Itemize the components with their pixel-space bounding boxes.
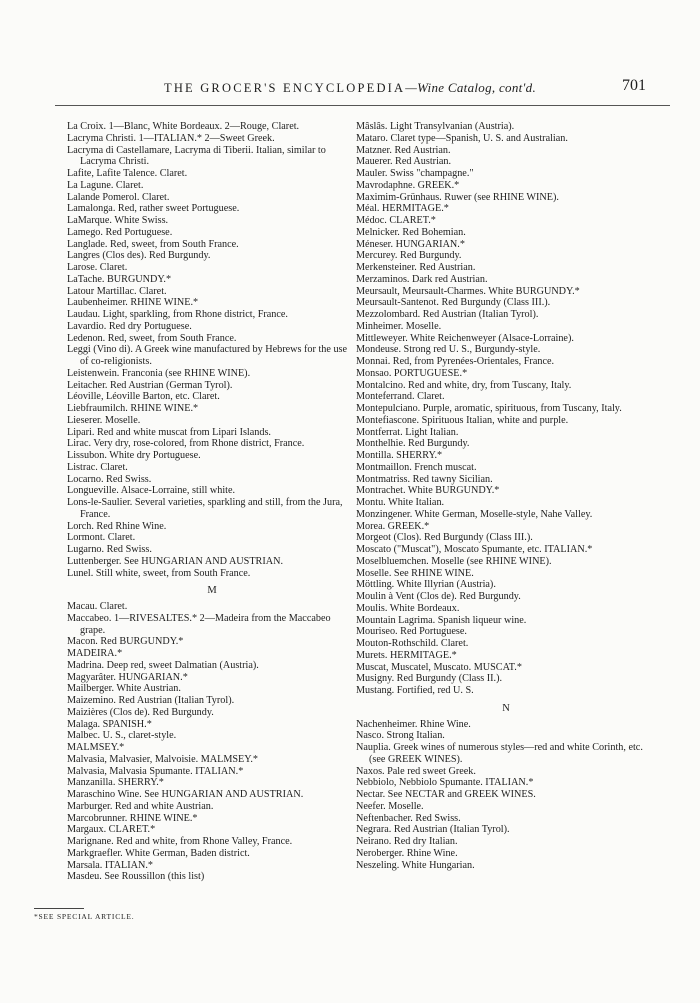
wine-entry: Lamalonga. Red, rather sweet Portuguese. bbox=[67, 203, 240, 215]
wine-entry: Möttling. White Illyrian (Austria). bbox=[356, 579, 496, 591]
wine-entry: Médoc. CLARET.* bbox=[356, 215, 436, 226]
wine-entry: Mittleweyer. White Reichenweyer (Alsace-Lorraine). bbox=[356, 332, 574, 344]
page-number: 701 bbox=[622, 77, 646, 94]
wine-entry: Melnicker. Red Bohemian. bbox=[356, 226, 466, 238]
footnote-rule bbox=[34, 908, 84, 909]
wine-entry: Murets. HERMITAGE.* bbox=[356, 649, 457, 661]
wine-entry: Madrina. Deep red, sweet Dalmatian (Austria). bbox=[67, 659, 259, 671]
wine-entry: Meursault-Santenot. Red Burgundy (Class III.). bbox=[356, 297, 551, 309]
wine-entry: Lalande Pomerol. Claret. bbox=[67, 191, 170, 203]
wine-entry: Maccabeo. 1—RIVESALTES.* 2—Madeira from the Maccabeo grape. bbox=[67, 612, 331, 636]
wine-entry: Langlade. Red, sweet, from South France. bbox=[67, 238, 239, 250]
wine-entry: Montu. White Italian. bbox=[356, 497, 445, 508]
page-header bbox=[40, 77, 660, 102]
wine-entry: Mondeuse. Strong red U. S., Burgundy-style. bbox=[356, 344, 541, 356]
wine-entry: Monzingener. White German, Moselle-style, Nahe Valley. bbox=[356, 508, 593, 520]
wine-entry: Lacryma Christi. 1—ITALIAN.* 2—Sweet Greek. bbox=[67, 132, 275, 144]
wine-entry: Lunel. Still white, sweet, from South France. bbox=[67, 567, 251, 579]
wine-entry: Mavrodaphne. GREEK.* bbox=[356, 179, 460, 191]
wine-entry: Montmatriss. Red tawny Sicilian. bbox=[356, 473, 493, 485]
wine-entry: Leggi (Vino di). A Greek wine manufactured by Hebrews for the use of co-religionists. bbox=[67, 344, 348, 367]
wine-entry: Luttenberger. See HUNGARIAN AND AUSTRIAN. bbox=[67, 555, 283, 567]
wine-entry: Merzaminos. Dark red Austrian. bbox=[356, 273, 488, 285]
wine-entry: Muscat, Muscatel, Muscato. MUSCAT.* bbox=[356, 661, 522, 673]
wine-entry: Matzner. Red Austrian. bbox=[356, 144, 451, 156]
wine-entry: Maximim-Grünhaus. Ruwer (see RHINE WINE). bbox=[356, 191, 559, 203]
entries-n bbox=[356, 719, 656, 872]
wine-entry: LaMarque. White Swiss. bbox=[67, 215, 169, 226]
wine-entry: Moulis. White Bordeaux. bbox=[356, 602, 460, 614]
wine-entry: Laudau. Light, sparkling, from Rhone district, France. bbox=[67, 309, 288, 320]
right-column bbox=[356, 121, 656, 871]
wine-entry: Mauerer. Red Austrian. bbox=[356, 156, 452, 168]
wine-entry: Mataro. Claret type—Spanish, U. S. and Australian. bbox=[356, 132, 568, 144]
wine-entry: Montefiascone. Spirituous Italian, white and purple. bbox=[356, 414, 569, 426]
wine-entry: Montferrat. Light Italian. bbox=[356, 426, 459, 438]
wine-entry: Lacryma di Castellamare, Lacryma di Tiberii. Italian, similar to Lacryma Christi. bbox=[67, 144, 326, 168]
wine-entry: Neefer. Moselle. bbox=[356, 800, 424, 812]
wine-entry: Malvasia, Malvasia Spumante. ITALIAN.* bbox=[67, 765, 244, 777]
wine-entry: Mezzolombard. Red Austrian (Italian Tyrol). bbox=[356, 309, 539, 320]
wine-entry: Moscato ("Muscat"), Moscato Spumante, etc. ITALIAN.* bbox=[356, 544, 593, 555]
wine-entry: Malvasia, Malvasier, Malvoisie. MALMSEY.* bbox=[67, 753, 258, 765]
wine-entry: Méneser. HUNGARIAN.* bbox=[356, 238, 465, 250]
wine-entry: Lissubon. White dry Portuguese. bbox=[67, 450, 201, 461]
wine-entry: Naxos. Pale red sweet Greek. bbox=[356, 765, 476, 777]
wine-entry: Lafite, Lafite Talence. Claret. bbox=[67, 168, 188, 179]
wine-entry: Latour Martillac. Claret. bbox=[67, 285, 167, 297]
wine-entry: Maizières (Clos de). Red Burgundy. bbox=[67, 706, 214, 718]
wine-entry: Nasco. Strong Italian. bbox=[356, 730, 445, 742]
wine-entry: Listrac. Claret. bbox=[67, 461, 128, 473]
wine-entry: Monteferrand. Claret. bbox=[356, 391, 445, 403]
header-rule bbox=[55, 105, 670, 106]
wine-entry: Mouton-Rothschild. Claret. bbox=[356, 638, 469, 649]
running-subtitle: —Wine Catalog, cont'd. bbox=[405, 80, 536, 95]
wine-entry: La Lagune. Claret. bbox=[67, 179, 144, 191]
wine-entry: Nebbiolo, Nebbiolo Spumante. ITALIAN.* bbox=[356, 777, 534, 789]
wine-entry: Langres (Clos des). Red Burgundy. bbox=[67, 250, 211, 262]
wine-entry: Mâslâs. Light Transylvanian (Austria). bbox=[356, 121, 515, 132]
wine-entry: Nauplia. Greek wines of numerous styles—red and white Corinth, etc. (see GREEK WINES). bbox=[356, 742, 643, 765]
wine-entry: Neirano. Red dry Italian. bbox=[356, 836, 458, 847]
wine-entry: Musigny. Red Burgundy (Class II.). bbox=[356, 673, 503, 685]
left-column bbox=[67, 121, 357, 883]
wine-entry: Macon. Red BURGUNDY.* bbox=[67, 636, 184, 648]
entries-l bbox=[67, 121, 357, 579]
running-title: THE GROCER'S ENCYCLOPEDIA bbox=[163, 81, 406, 95]
wine-entry: Mountain Lagrima. Spanish liqueur wine. bbox=[356, 614, 527, 626]
wine-entry: Monthelhie. Red Burgundy. bbox=[356, 438, 470, 450]
wine-entry: Masdeu. See Roussillon (this list) bbox=[67, 871, 205, 883]
wine-entry: Malaga. SPANISH.* bbox=[67, 718, 152, 730]
wine-entry: Locarno. Red Swiss. bbox=[67, 473, 152, 485]
wine-entry: Leitacher. Red Austrian (German Tyrol). bbox=[67, 379, 233, 391]
wine-entry: Lieserer. Moselle. bbox=[67, 414, 141, 426]
wine-entry: Léoville, Léoville Barton, etc. Claret. bbox=[67, 391, 220, 403]
wine-entry: Marignane. Red and white, from Rhone Valley, France. bbox=[67, 836, 293, 847]
wine-entry: Nectar. See NECTAR and GREEK WINES. bbox=[356, 789, 536, 800]
wine-entry: Merkensteiner. Red Austrian. bbox=[356, 262, 476, 273]
wine-entry: Maizemino. Red Austrian (Italian Tyrol). bbox=[67, 695, 235, 706]
wine-entry: Lormont. Claret. bbox=[67, 532, 136, 544]
wine-entry: Marcobrunner. RHINE WINE.* bbox=[67, 812, 198, 824]
wine-entry: Mercurey. Red Burgundy. bbox=[356, 250, 462, 262]
wine-entry: Liebfraumilch. RHINE WINE.* bbox=[67, 403, 199, 414]
wine-entry: Marsala. ITALIAN.* bbox=[67, 859, 154, 871]
wine-entry: Neroberger. Rhine Wine. bbox=[356, 847, 458, 859]
wine-entry: Morgeot (Clos). Red Burgundy (Class III.). bbox=[356, 532, 533, 544]
wine-entry: Monsao. PORTUGUESE.* bbox=[356, 367, 468, 379]
wine-entry: Méal. HERMITAGE.* bbox=[356, 203, 449, 215]
wine-entry: Lipari. Red and white muscat from Lipari Islands. bbox=[67, 426, 271, 438]
wine-entry: Marburger. Red and white Austrian. bbox=[67, 800, 214, 812]
wine-entry: Leistenwein. Franconia (see RHINE WINE). bbox=[67, 367, 251, 379]
wine-entry: Montmaillon. French muscat. bbox=[356, 461, 477, 473]
wine-entry: Mauler. Swiss "champagne." bbox=[356, 168, 474, 179]
footnote: *SEE SPECIAL ARTICLE. bbox=[34, 912, 135, 921]
entries-m bbox=[67, 601, 357, 883]
wine-entry: Markgraefler. White German, Baden district. bbox=[67, 847, 250, 859]
wine-entry: Macau. Claret. bbox=[67, 601, 128, 612]
wine-entry: Malbec. U. S., claret-style. bbox=[67, 730, 177, 742]
wine-entry: Montepulciano. Purple, aromatic, spirituous, from Tuscany, Italy. bbox=[356, 403, 622, 414]
wine-entry: Negrara. Red Austrian (Italian Tyrol). bbox=[356, 824, 510, 836]
wine-entry: Montalcino. Red and white, dry, from Tuscany, Italy. bbox=[356, 379, 572, 391]
wine-entry: Moselle. See RHINE WINE. bbox=[356, 567, 474, 579]
wine-entry: Monnai. Red, from Pyrenées-Orientales, France. bbox=[356, 356, 555, 367]
wine-entry: Neszeling. White Hungarian. bbox=[356, 859, 475, 871]
wine-entry: Meursault, Meursault-Charmes. White BURGUNDY.* bbox=[356, 285, 580, 297]
entries-m-cont bbox=[356, 121, 656, 697]
wine-entry: Margaux. CLARET.* bbox=[67, 824, 156, 836]
wine-entry: Moselbluemchen. Moselle (see RHINE WINE). bbox=[356, 555, 552, 567]
wine-entry: Minheimer. Moselle. bbox=[356, 320, 442, 332]
wine-entry: La Croix. 1—Blanc, White Bordeaux. 2—Rouge, Claret. bbox=[67, 121, 300, 132]
wine-entry: Maraschino Wine. See HUNGARIAN AND AUSTRIAN. bbox=[67, 789, 304, 800]
section-letter-n: N bbox=[502, 702, 510, 714]
wine-entry: Neftenbacher. Red Swiss. bbox=[356, 812, 461, 824]
wine-entry: Lamego. Red Portuguese. bbox=[67, 226, 173, 238]
wine-entry: Mustang. Fortified, red U. S. bbox=[356, 685, 474, 696]
wine-entry: Mailberger. White Austrian. bbox=[67, 683, 181, 695]
running-head bbox=[40, 80, 660, 96]
wine-entry: LaTache. BURGUNDY.* bbox=[67, 273, 172, 285]
wine-entry: MADEIRA.* bbox=[67, 648, 123, 659]
wine-entry: Lons-le-Saulier. Several varieties, sparkling and still, from the Jura, France. bbox=[67, 497, 343, 520]
wine-entry: Magyarâter. HUNGARIAN.* bbox=[67, 671, 188, 683]
wine-entry: Lorch. Red Rhine Wine. bbox=[67, 520, 167, 532]
wine-entry: Lugarno. Red Swiss. bbox=[67, 544, 152, 555]
wine-entry: MALMSEY.* bbox=[67, 742, 125, 753]
wine-entry: Moulin à Vent (Clos de). Red Burgundy. bbox=[356, 591, 521, 602]
section-letter-m: M bbox=[207, 585, 217, 597]
wine-entry: Laubenheimer. RHINE WINE.* bbox=[67, 297, 199, 309]
wine-entry: Nachenheimer. Rhine Wine. bbox=[356, 718, 471, 730]
wine-entry: Ledenon. Red, sweet, from South France. bbox=[67, 332, 237, 344]
wine-entry: Lirac. Very dry, rose-colored, from Rhone district, France. bbox=[67, 438, 305, 450]
wine-entry: Larose. Claret. bbox=[67, 262, 128, 273]
wine-entry: Lavardio. Red dry Portuguese. bbox=[67, 320, 192, 332]
wine-entry: Montrachet. White BURGUNDY.* bbox=[356, 485, 500, 497]
wine-entry: Montilla. SHERRY.* bbox=[356, 450, 443, 461]
wine-entry: Manzanilla. SHERRY.* bbox=[67, 777, 164, 789]
wine-entry: Longueville. Alsace-Lorraine, still white. bbox=[67, 485, 236, 497]
wine-entry: Mouriseo. Red Portuguese. bbox=[356, 626, 467, 638]
wine-entry: Morea. GREEK.* bbox=[356, 520, 430, 532]
